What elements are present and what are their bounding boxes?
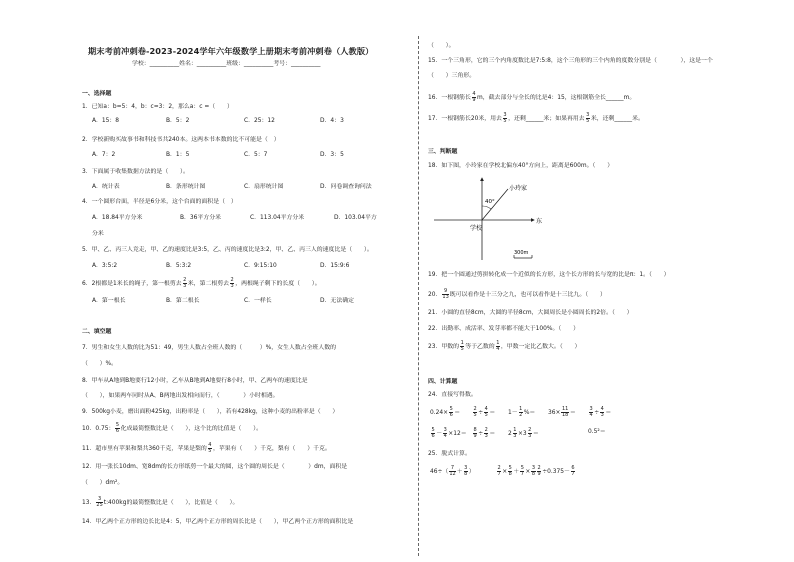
q2-option-c: C．5：7 [244,152,268,158]
angle-label: 40° [485,199,495,205]
q4-option-d-continued: 分米 [92,231,104,237]
q2-option-a: A．7：2 [92,152,116,158]
q4-option-c: C．113.04平方分米 [250,215,305,221]
calc-item: $\frac{5}{6}$ － $\frac{3}{4}$ ×12＝ [431,427,467,439]
question-7: 7．男生和女生人数的比为51：49，男生人数占全班人数的（ ）%，女生人数占全班人数的 [82,345,337,351]
fraction: $\frac{9}{13}$ [442,288,449,300]
q3-option-d: D．问卷调查询问法 [320,184,372,190]
calc-item: 0.5²＝ [588,429,606,435]
expr-item: $\frac{2}{9}$ ÷0.375－ $\frac{6}{7}$ [537,465,575,477]
section-judge-heading: 三、判断题 [428,149,458,155]
calc-item: 36× $\frac{11}{18}$ ＝ [548,406,576,418]
section-fill-heading: 二、填空题 [82,329,112,335]
question-23: 23．甲数的 $\frac{1}{5}$ 等于乙数的 $\frac{1}{4}$ ，甲数一定比乙数大。（ ） [428,340,581,352]
q3-option-b: B．条形统计图 [166,184,206,190]
question-10: 10．0.75： $\frac{5}{6}$ 化成最简整数比是（ ），这个比的比值是（ ）。 [82,422,262,434]
question-12-continued: （ ）dm²。 [82,480,124,486]
question-11: 11．超市里有苹果和梨共360千克，苹果是梨的 $\frac{4}{5}$ ，苹果有（ ）千克，梨有（ ）千克。 [82,442,331,454]
exam-title: 期末考前冲刺卷-2023-2024学年六年级数学上册期末考前冲刺卷（人教版） [88,46,374,56]
calc-item: $\frac{3}{4}$ ÷ $\frac{4}{3}$ ＝ [589,406,612,418]
scale-label: 300m [514,250,529,256]
question-1: 1．已知a：b=5：4，b：c=3：2，那么a：c =（ ） [82,104,233,110]
fraction: $\frac{2}{3}$ [230,277,234,289]
question-25: 25．脱式计算。 [428,451,471,457]
question-18: 18．如下图，小玲家在学校北偏东40°方向上，距离是600m。（ ） [428,163,614,169]
direction-diagram [430,172,560,264]
q4-option-d: D．103.04平方 [334,215,377,221]
question-15: 15．一个三角形，它的三个内角度数比是7:5:8，这个三角形的三个内角的度数分别是（ ），这是一个 [428,58,713,64]
question-15-continued: （ ）三角形。 [428,73,476,79]
q6-option-a: A．第一根长 [92,298,126,304]
question-19: 19．把一个圆通过剪拼转化成一个近似的长方形，这个长方形的长与宽的比是π：1。（ ） [428,272,670,278]
q2-option-d: D．3：5 [320,152,344,158]
question-13: 13． $\frac{3}{25}$ t:400kg的最简整数比是（ ），比值是（ ）。 [82,496,239,508]
fraction: $\frac{3}{5}$ [586,112,590,124]
q1-option-b: B．5：2 [166,118,190,124]
fraction: $\frac{5}{6}$ [115,422,120,434]
q5-option-d: D．15:9:6 [320,263,350,269]
q2-option-b: B．1：5 [166,152,190,158]
question-9: 9．500kg小麦，磨出面粉425kg，出粉率是（ ），若有428kg，这种小麦的出粉率是（ ） [82,409,339,415]
question-14: 14．甲乙两个正方形的边长比是4：5，甲乙两个正方形的周长比是（ ），甲乙两个正方形的面积比是 [82,519,354,525]
calc-item: $\frac{8}{9}$ ÷ $\frac{2}{3}$ ＝ [473,427,496,439]
question-12: 12．用一张长10dm、宽8dm的长方形纸剪一个最大的圆，这个圆的周长是（ ）dm，面积是 [82,464,348,470]
question-6: 6．2根都是1米长的绳子，第一根剪去 $\frac{2}{3}$ 米，第二根剪去 $\frac{2}{3}$ ，两根绳子剩下的长度（ ）。 [82,277,321,289]
east-label: 东 [536,218,543,225]
fraction: $\frac{4}{9}$ [472,91,476,103]
question-2: 2．学校新购买故事书和科技书共240本。这两本书本数的比不可能是（ ） [82,137,280,143]
expr-item: 46÷（ $\frac{7}{12}$ ＋ $\frac{3}{8}$ ） [430,465,475,477]
q3-option-a: A．统计表 [92,184,120,190]
q5-option-b: B．5:3:2 [166,263,192,269]
q4-option-b: B．36平方分米 [180,215,221,221]
q1-option-a: A．15：8 [92,118,120,124]
question-20: 20． $\frac{9}{13}$ 既可以看作是十三分之九，也可以看作是十三比九。（ ） [428,288,606,300]
question-24: 24．直接写得数。 [428,392,477,398]
q5-option-a: A．3:5:2 [92,263,118,269]
calc-item: 1－ $\frac{1}{2}$ %＝ [508,406,536,418]
q6-option-b: B．第二根长 [166,298,200,304]
question-7-continued: （ ）%。 [82,361,118,367]
fraction: $\frac{2}{3}$ [183,277,187,289]
question-5: 5．甲、乙、丙三人竞走，甲、乙的速度比是3:5，乙、丙的速度比是3:2，甲、乙、丙三人的速度比是（ ）。 [82,247,373,253]
q3-option-c: C．扇形统计图 [244,184,284,190]
student-info-line: 学校：__________姓名：__________班级：__________考号：__________ [132,61,321,67]
fraction: $\frac{1}{4}$ [496,340,500,352]
section-choice-heading: 一、选择题 [82,91,112,97]
fraction: $\frac{3}{25}$ [96,496,103,508]
calc-item: $\frac{2}{5}$ ÷ $\frac{4}{5}$ ＝ [473,406,496,418]
question-21: 21．小圆的直径8cm，大圆的半径8cm，大圆周长是小圆周长的2倍。（ ） [428,310,633,316]
question-3: 3．下面属于收集数据方法的是（ ）。 [82,169,189,175]
q4-option-a: A．18.84平方分米 [92,215,143,221]
question-17: 17．一根钢筋长20米，用去 $\frac{3}{5}$ ，还剩______米；如果再用去 $\frac{3}{5}$ 米，还剩______米。 [428,112,644,124]
fraction: $\frac{3}{5}$ [503,112,507,124]
school-label: 学校 [470,225,483,232]
question-8-continued: （ ），如果两车同时从A、B两地出发相向而行，（ ）小时相遇。 [82,393,279,399]
section-calc-heading: 四、计算题 [428,379,458,385]
column-divider [418,36,419,556]
question-14-continued: （ ）。 [428,43,455,49]
angle-arc [482,206,491,209]
q1-option-c: C．25：12 [244,118,275,124]
question-16: 16．一根钢筋长 $\frac{4}{9}$ m，截去部分与全长的比是4：15，这根钢筋全长______m。 [428,91,636,103]
calc-item: 0.24× $\frac{5}{6}$ ＝ [430,406,461,418]
q6-option-d: D．无法确定 [320,298,354,304]
question-4: 4．一个圆形台面，半径是6分米，这个台面的面积是（ ） [82,199,237,205]
q6-option-c: C．一样长 [244,298,272,304]
q1-option-d: D．4：3 [320,118,344,124]
question-8: 8．甲车从A地到B地要行12小时，乙车从B地到A地要行8小时，甲、乙两车的速度比是 [82,378,308,384]
q5-option-c: C．9:15:10 [244,263,277,269]
calc-item: 2 $\frac{1}{3}$ ×3 $\frac{2}{3}$ ＝ [508,427,539,439]
fraction: $\frac{1}{5}$ [460,340,464,352]
home-label: 小玲家 [509,185,528,192]
question-22: 22．出勤率、成活率、发芽率都不能大于100%。（ ） [428,326,579,332]
expr-item: $\frac{2}{7}$ × $\frac{5}{8}$ ＋ $\frac{5}{7}$ × $\frac{3}{8}$ [497,465,536,477]
fraction: $\frac{4}{5}$ [208,442,212,454]
